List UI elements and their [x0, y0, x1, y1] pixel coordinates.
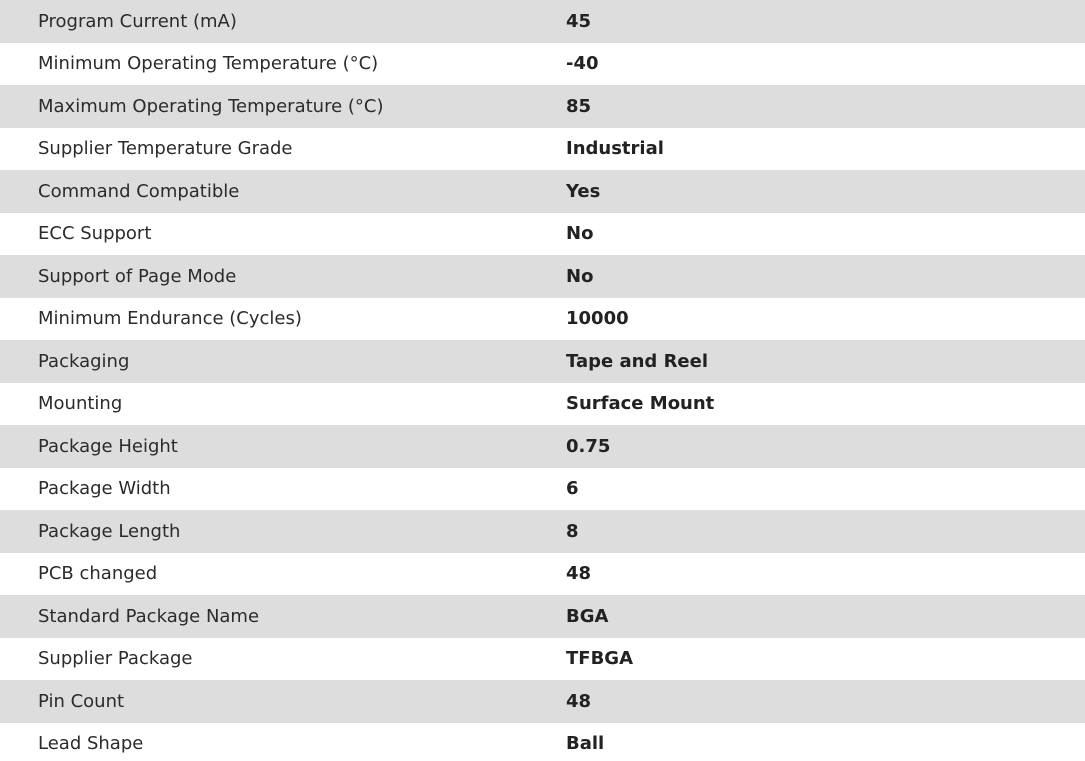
spec-label: Supplier Package [38, 648, 193, 670]
spec-value: 0.75 [566, 435, 611, 457]
spec-row-page-mode [0, 255, 1085, 298]
spec-label: Packaging [38, 350, 130, 372]
spec-value: 85 [566, 95, 592, 117]
spec-row-standard-package-name [0, 595, 1085, 638]
spec-label: PCB changed [38, 563, 158, 585]
spec-row-package-length [0, 510, 1085, 553]
spec-row-pcb-changed [0, 553, 1085, 596]
spec-value: Yes [566, 180, 601, 202]
spec-label: Minimum Operating Temperature (°C) [38, 53, 379, 75]
spec-label: Supplier Temperature Grade [38, 138, 293, 160]
spec-label: Package Width [38, 478, 171, 500]
spec-row-package-width [0, 468, 1085, 511]
spec-row-pin-count [0, 680, 1085, 723]
spec-label: Mounting [38, 393, 123, 415]
spec-label: Command Compatible [38, 180, 240, 202]
spec-label: Support of Page Mode [38, 265, 237, 287]
spec-label: Standard Package Name [38, 605, 260, 627]
spec-row-max-operating-temp [0, 85, 1085, 128]
spec-value: 48 [566, 690, 592, 712]
spec-value: No [566, 223, 594, 245]
spec-row-temperature-grade [0, 128, 1085, 171]
spec-row-min-operating-temp [0, 43, 1085, 86]
spec-value: TFBGA [566, 648, 633, 670]
spec-row-command-compatible [0, 170, 1085, 213]
spec-value: Tape and Reel [566, 350, 709, 372]
spec-row-ecc-support [0, 213, 1085, 256]
spec-row-package-height [0, 425, 1085, 468]
spec-label: Minimum Endurance (Cycles) [38, 308, 302, 330]
spec-value: Ball [566, 733, 605, 755]
spec-value: BGA [566, 605, 609, 627]
spec-value: Industrial [566, 138, 664, 160]
spec-label: Package Length [38, 520, 181, 542]
spec-value: 6 [566, 478, 579, 500]
spec-row-supplier-package [0, 638, 1085, 681]
spec-label: ECC Support [38, 223, 152, 245]
spec-label: Lead Shape [38, 733, 144, 755]
spec-row-lead-shape [0, 723, 1085, 761]
spec-row-min-endurance [0, 298, 1085, 341]
spec-value: Surface Mount [566, 393, 715, 415]
spec-label: Pin Count [38, 690, 125, 712]
spec-label: Package Height [38, 435, 178, 457]
spec-value: No [566, 265, 594, 287]
spec-value: -40 [566, 53, 599, 75]
spec-row-packaging [0, 340, 1085, 383]
spec-value: 45 [566, 10, 592, 32]
spec-label: Maximum Operating Temperature (°C) [38, 95, 384, 117]
spec-value: 8 [566, 520, 579, 542]
spec-row-program-current [0, 0, 1085, 43]
spec-row-mounting [0, 383, 1085, 426]
spec-label: Program Current (mA) [38, 10, 237, 32]
spec-value: 10000 [566, 308, 629, 330]
spec-value: 48 [566, 563, 592, 585]
